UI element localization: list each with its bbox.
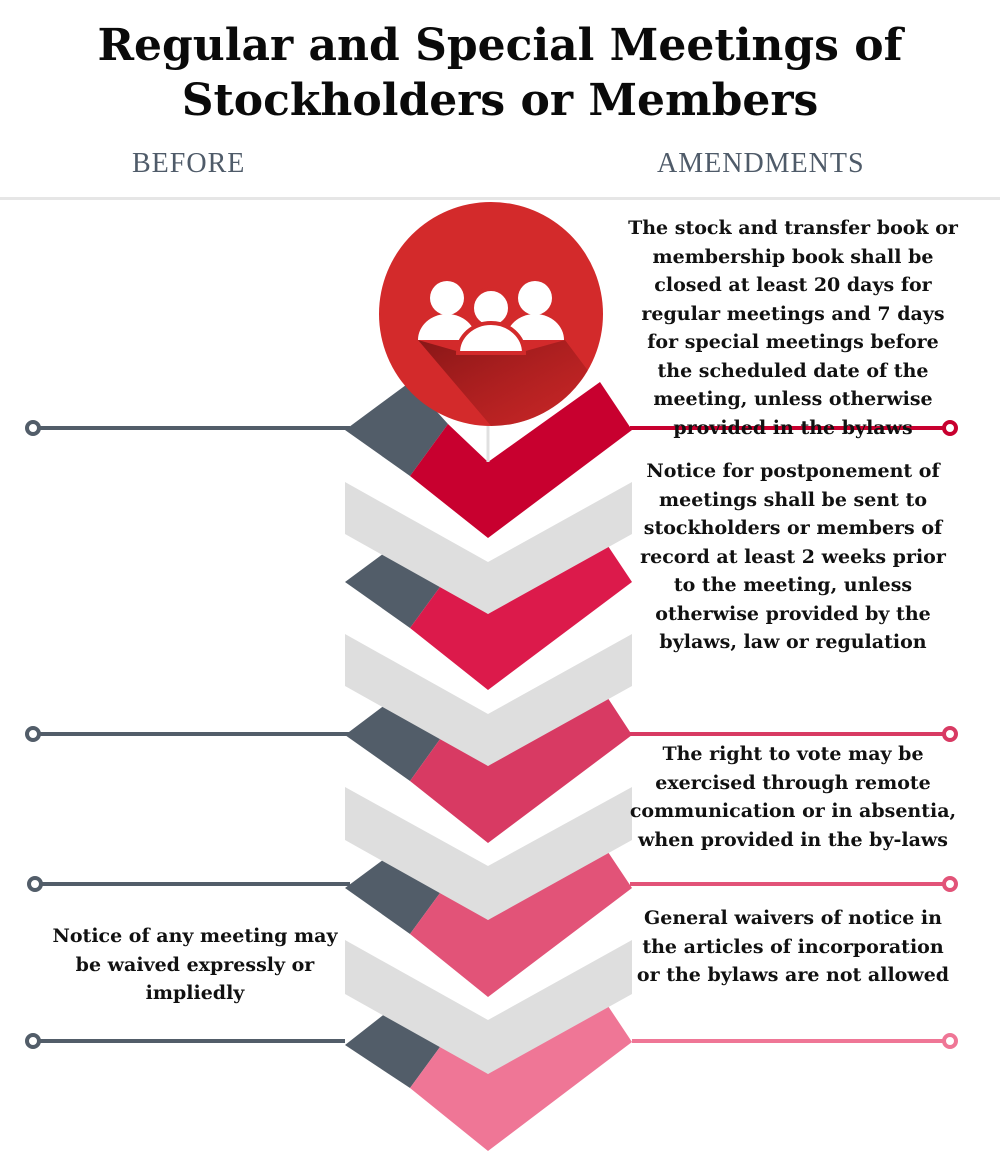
title-line-2: Stockholders or Members (181, 75, 819, 126)
right-connector-dot (944, 728, 956, 740)
amendment-text-1: The stock and transfer book or membership book shall be closed at least 20 days for regular meetings and 7 days for special meetings before the scheduled date of the meeting, unless otherwise provided in the bylaws (628, 217, 958, 439)
left-connector-dot (27, 728, 39, 740)
amendment-text-3: The right to vote may be exercised through remote communication or in absentia, when provided in the by-laws (629, 743, 957, 851)
before-column-header: BEFORE (132, 148, 246, 179)
left-connector-dot (27, 422, 39, 434)
before-text-1: Notice of any meeting may be waived expressly or impliedly (52, 925, 338, 1004)
title-line-1: Regular and Special Meetings of (97, 20, 903, 71)
left-connector-dot (27, 1035, 39, 1047)
left-connector-dot (29, 878, 41, 890)
right-connector-dot (944, 878, 956, 890)
amendment-text-4: General waivers of notice in the articles of incorporation or the bylaws are not allowed (636, 907, 950, 986)
amendment-text-2: Notice for postponement of meetings shall be sent to stockholders or members of record at least 2 weeks prior to the meeting, unless otherwise provided by the bylaws, law or regulation (640, 460, 946, 653)
amendments-column-header: AMENDMENTS (657, 148, 865, 179)
chevron-stack (345, 382, 632, 1151)
right-connector-dot (944, 1035, 956, 1047)
